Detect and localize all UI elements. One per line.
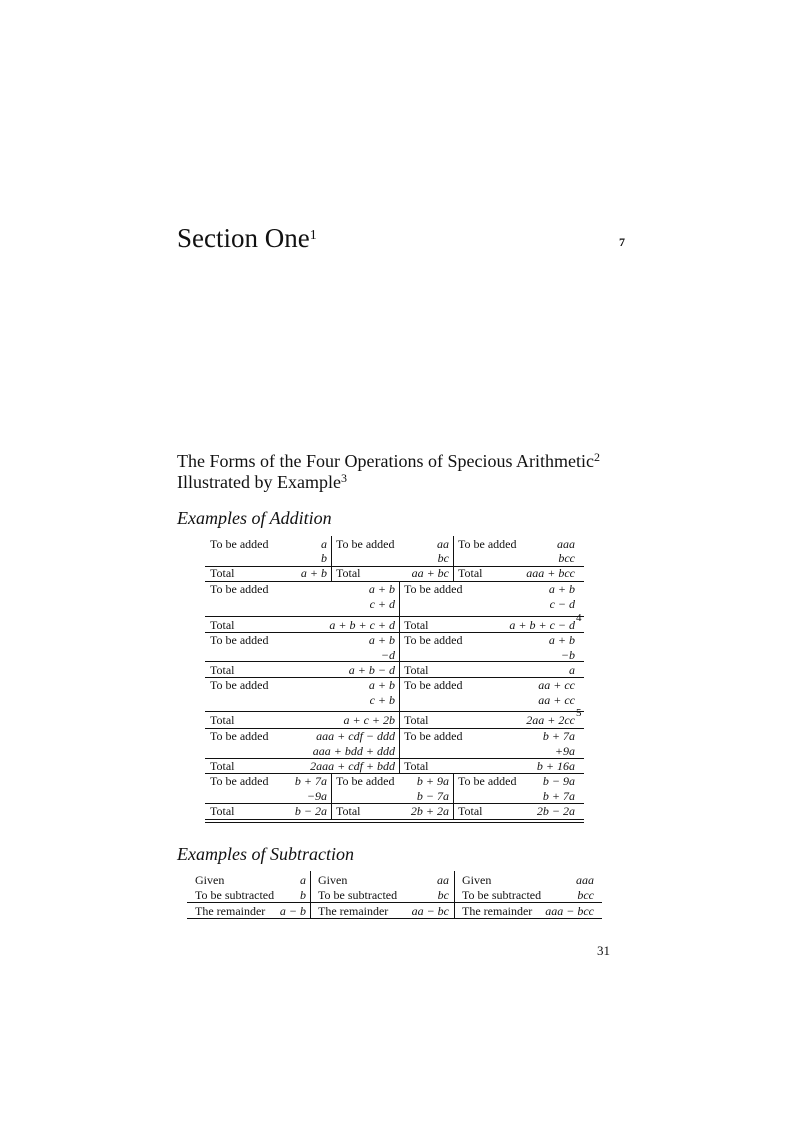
row-divider [205, 728, 584, 729]
bottom-rule [205, 822, 584, 823]
addition-cell [331, 537, 453, 578]
cell-label: To be added [404, 729, 463, 743]
total-value: aaa + bcc [526, 566, 575, 580]
subtrahend-label: To be subtracted [195, 888, 275, 902]
cell-label: To be added [210, 729, 269, 743]
remainder-value: a − b [279, 904, 306, 918]
cell-label: To be added [458, 774, 517, 788]
row-divider [205, 632, 584, 633]
addend: c − d [549, 597, 575, 611]
addend: b + 7a [294, 774, 327, 788]
remainder-rule [187, 902, 602, 903]
column-divider [453, 773, 454, 819]
cell-label: To be added [210, 633, 269, 647]
remainder-label: The remainder [462, 904, 533, 918]
total-value: a [569, 663, 575, 677]
total-value: b + 16a [536, 759, 575, 773]
given-value: aa [437, 873, 449, 887]
column-divider [454, 871, 455, 918]
subtrahend-value: bc [437, 888, 449, 902]
subtraction-cell [310, 873, 453, 921]
addend: c + b [369, 693, 395, 707]
subtraction-heading: Examples of Subtraction [177, 844, 354, 864]
total-value: 2b − 2a [536, 804, 575, 818]
column-divider [310, 871, 311, 918]
row-divider [205, 677, 584, 678]
addition-cell [399, 678, 579, 729]
total-rule [205, 803, 584, 804]
cell-label: To be added [210, 678, 269, 692]
total-value: 2aaa + cdf + bdd [310, 759, 395, 773]
addend: bcc [558, 551, 575, 565]
cell-label: To be added [404, 582, 463, 596]
total-value: a + b + c + d [329, 618, 395, 632]
subtrahend-label: To be subtracted [462, 888, 542, 902]
heading-line-2: Illustrated by Example [177, 472, 341, 492]
total-rule [205, 711, 584, 712]
addend: b + 9a [416, 774, 449, 788]
total-label: Total [458, 566, 483, 580]
total-value: b − 2a [294, 804, 327, 818]
addition-cell [205, 678, 399, 729]
subtrahend-value: bcc [577, 888, 594, 902]
column-divider [331, 773, 332, 819]
addition-cell [205, 537, 331, 578]
addition-cell [205, 633, 399, 678]
addition-table [205, 532, 584, 826]
total-rule [205, 616, 584, 617]
cell-label: To be added [210, 537, 269, 551]
subtraction-cell [454, 873, 598, 921]
remainder-value: aa − bc [411, 904, 449, 918]
addend: b − 7a [416, 789, 449, 803]
subtraction-cell [187, 873, 310, 921]
total-label: Total [404, 759, 429, 773]
addend: −b [560, 648, 575, 662]
total-value: a + c + 2b [343, 713, 395, 727]
addend: a + b [548, 633, 575, 647]
addend: b [321, 551, 327, 565]
addition-cell [453, 537, 579, 578]
cell-label: To be added [336, 774, 395, 788]
addend: b + 7a [542, 789, 575, 803]
main-heading [177, 451, 600, 493]
addition-heading: Examples of Addition [177, 508, 332, 528]
chapter-number: 7 [619, 235, 625, 249]
addend: aaa + cdf − ddd [316, 729, 395, 743]
total-label: Total [458, 804, 483, 818]
total-label: Total [336, 566, 361, 580]
total-rule [205, 566, 584, 567]
column-divider [331, 536, 332, 581]
remainder-label: The remainder [318, 904, 389, 918]
bottom-rule [187, 918, 602, 919]
section-title [177, 222, 317, 254]
addend: a + b [368, 633, 395, 647]
footnote-marker: 2 [593, 450, 600, 464]
cell-label: To be added [210, 582, 269, 596]
given-label: Given [462, 873, 492, 887]
total-value: 2aa + 2cc [526, 713, 575, 727]
total-value: 2b + 2a [410, 804, 449, 818]
column-divider [453, 536, 454, 581]
cell-label: To be added [404, 633, 463, 647]
addend: aaa + bdd + ddd [312, 744, 395, 758]
footnote-marker: 4 [576, 612, 582, 624]
total-label: Total [404, 618, 429, 632]
given-label: Given [195, 873, 225, 887]
addition-cell [331, 774, 453, 819]
total-rule [205, 758, 584, 759]
subtrahend-label: To be subtracted [318, 888, 398, 902]
cell-label: To be added [458, 537, 517, 551]
addend: a + b [368, 582, 395, 596]
footnote-marker: 5 [576, 707, 582, 719]
cell-label: To be added [404, 678, 463, 692]
remainder-value: aaa − bcc [545, 904, 594, 918]
total-value: a + b − d [348, 663, 395, 677]
total-value: a + b + c − d [509, 618, 575, 632]
addition-cell [399, 633, 579, 678]
addition-cell [205, 729, 399, 774]
total-label: Total [210, 663, 235, 677]
addend: a + b [368, 678, 395, 692]
addition-cell [399, 582, 579, 633]
addend: −9a [306, 789, 327, 803]
addend: c + d [369, 597, 395, 611]
addend: a + b [548, 582, 575, 596]
total-label: Total [210, 804, 235, 818]
addend: a [321, 537, 327, 551]
given-value: a [300, 873, 306, 887]
remainder-label: The remainder [195, 904, 266, 918]
footnote-marker: 3 [340, 471, 347, 485]
addition-cell [205, 774, 331, 819]
heading-line-1: The Forms of the Four Operations of Specious Arithmetic [177, 451, 594, 471]
addend: aaa [557, 537, 575, 551]
total-label: Total [210, 759, 235, 773]
section-title-text: Section One [177, 223, 310, 253]
total-label: Total [210, 713, 235, 727]
subtraction-table [187, 869, 602, 921]
given-label: Given [318, 873, 348, 887]
footnote-marker: 1 [309, 228, 317, 243]
addition-cell [205, 582, 399, 633]
addition-cell [453, 774, 579, 819]
addend: aa [437, 537, 449, 551]
total-label: Total [336, 804, 361, 818]
addend: aa + cc [538, 678, 575, 692]
total-value: a + b [300, 566, 327, 580]
cell-label: To be added [210, 774, 269, 788]
addend: +9a [554, 744, 575, 758]
addend: −d [380, 648, 395, 662]
subtrahend-value: b [300, 888, 306, 902]
row-divider [205, 773, 584, 774]
column-divider [399, 581, 400, 773]
bottom-rule [205, 819, 584, 820]
addition-cell [399, 729, 579, 774]
cell-label: To be added [336, 537, 395, 551]
total-rule [205, 661, 584, 662]
row-divider [205, 581, 584, 582]
addend: aa + cc [538, 693, 575, 707]
addend: b + 7a [542, 729, 575, 743]
given-value: aaa [576, 873, 594, 887]
page-number: 31 [597, 943, 610, 958]
total-label: Total [210, 566, 235, 580]
total-label: Total [404, 663, 429, 677]
total-value: aa + bc [411, 566, 449, 580]
addend: b − 9a [542, 774, 575, 788]
total-label: Total [404, 713, 429, 727]
addend: bc [437, 551, 449, 565]
total-label: Total [210, 618, 235, 632]
